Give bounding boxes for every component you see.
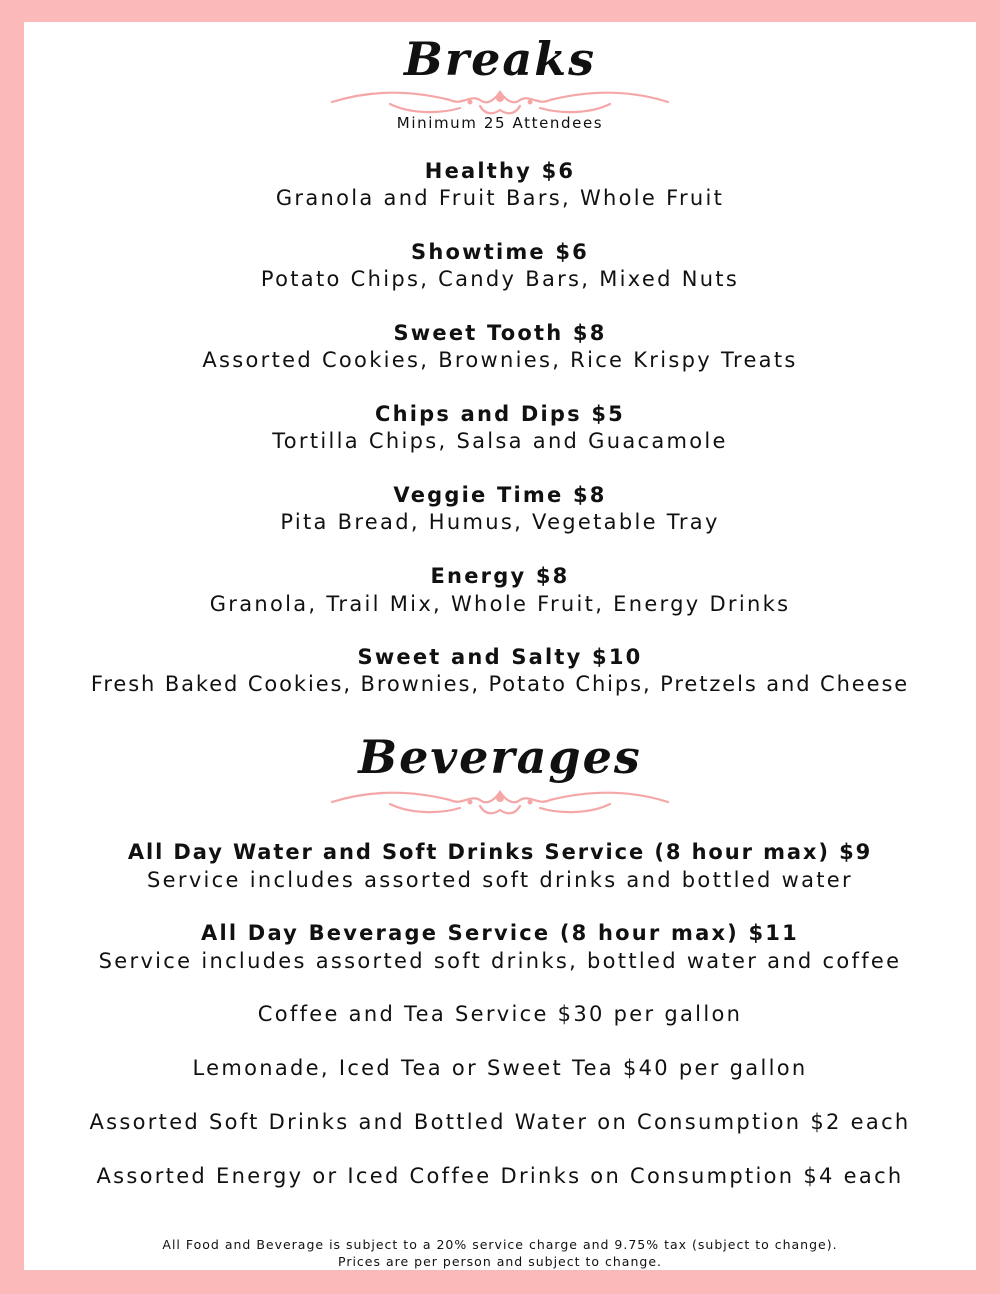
footer-line-1: All Food and Beverage is subject to a 20% service charge and 9.75% tax (subject to change).	[162, 1237, 838, 1252]
beverage-line: Assorted Soft Drinks and Bottled Water on Consumption $2 each	[89, 1110, 911, 1134]
beverages-title: Beverages	[358, 730, 642, 784]
break-item-name: Sweet and Salty $10	[357, 645, 643, 669]
break-item-name: Showtime $6	[411, 240, 589, 264]
break-item-desc: Assorted Cookies, Brownies, Rice Krispy Treats	[202, 348, 798, 372]
break-item-name: Chips and Dips $5	[375, 402, 625, 426]
break-item-desc: Granola and Fruit Bars, Whole Fruit	[275, 186, 725, 210]
break-item-name: Sweet Tooth $8	[393, 321, 607, 345]
break-item-name: Veggie Time $8	[393, 483, 607, 507]
break-item-desc: Fresh Baked Cookies, Brownies, Potato Chips, Pretzels and Cheese	[90, 672, 910, 696]
beverage-service-desc: Service includes assorted soft drinks, bottled water and coffee	[98, 949, 902, 973]
beverage-service-name: All Day Beverage Service (8 hour max) $11	[201, 921, 799, 945]
break-item-name: Energy $8	[430, 564, 570, 588]
beverage-service-name: All Day Water and Soft Drinks Service (8 hour max) $9	[127, 840, 873, 864]
footer-note	[24, 1236, 976, 1270]
break-item-desc: Granola, Trail Mix, Whole Fruit, Energy Drinks	[209, 592, 791, 616]
break-item-desc: Potato Chips, Candy Bars, Mixed Nuts	[260, 267, 740, 291]
footer-line-2: Prices are per person and subject to change.	[338, 1254, 662, 1269]
beverage-line: Lemonade, Iced Tea or Sweet Tea $40 per gallon	[192, 1056, 808, 1080]
beverage-service-desc: Service includes assorted soft drinks and bottled water	[147, 868, 853, 892]
break-item-desc: Pita Bread, Humus, Vegetable Tray	[280, 510, 720, 534]
break-item-desc: Tortilla Chips, Salsa and Guacamole	[272, 429, 728, 453]
beverage-line: Coffee and Tea Service $30 per gallon	[257, 1002, 743, 1026]
menu-page	[24, 22, 976, 1270]
breaks-title: Breaks	[404, 32, 596, 86]
break-item-name: Healthy $6	[424, 159, 576, 183]
minimum-attendees: Minimum 25 Attendees	[396, 114, 604, 132]
beverage-line: Assorted Energy or Iced Coffee Drinks on Consumption $4 each	[96, 1164, 904, 1188]
beverages-flourish	[330, 784, 670, 820]
